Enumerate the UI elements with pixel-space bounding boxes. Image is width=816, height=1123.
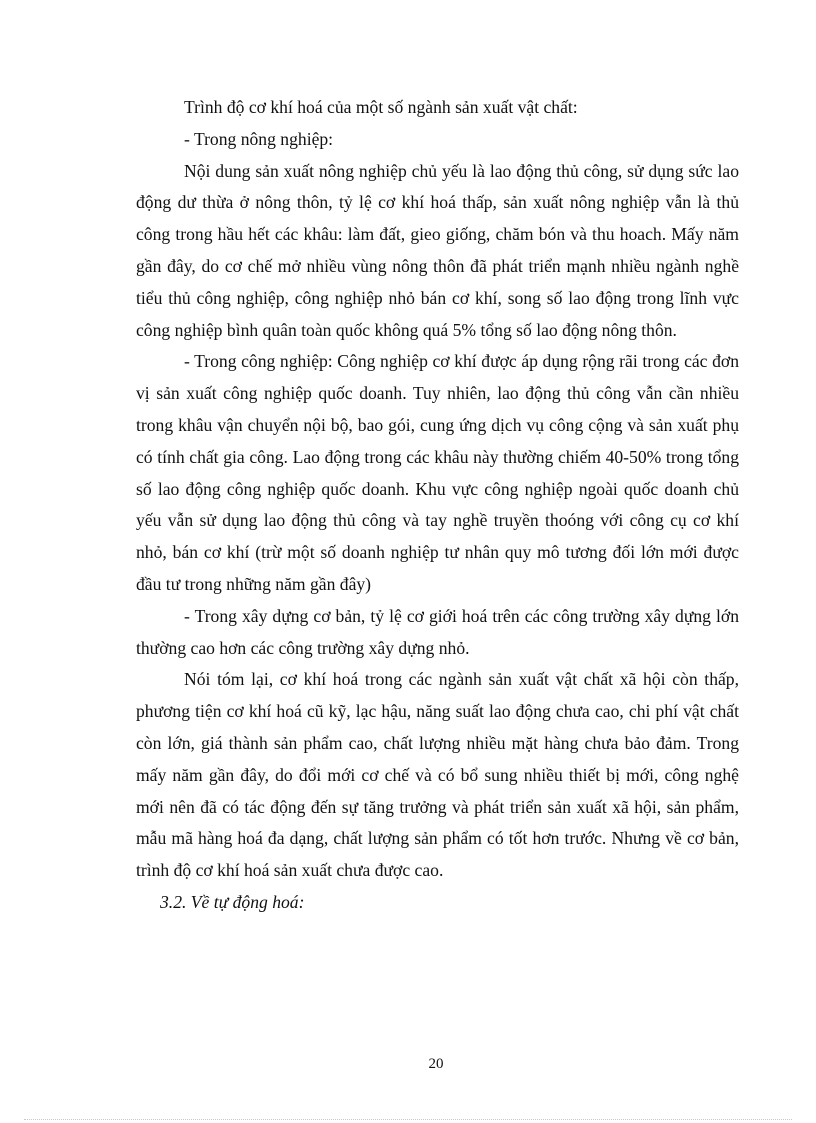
paragraph-agriculture: Nội dung sản xuất nông nghiệp chủ yếu là lao động thủ công, sử dụng sức lao động dư thừa ở nông thôn, tỷ lệ cơ khí hoá thấp, sản xuất nông nghiệp vẫn là thủ công trong hầu hết các khâu: làm đất, gieo giống, chăm bón và thu hoach. Mấy năm gần đây, do cơ chế mở nhiều vùng nông thôn đã phát triển mạnh nhiều ngành nghề tiểu thủ công nghiệp, công nghiệp nhỏ bán cơ khí, song số lao động trong lĩnh vực công nghiệp bình quân toàn quốc không quá 5% tổng số lao động nông thôn.: [136, 160, 739, 340]
page-number: 20: [428, 1056, 444, 1072]
paragraph-agriculture-heading: - Trong nông nghiệp:: [184, 128, 334, 149]
page-bottom-divider: [24, 1119, 792, 1120]
paragraph-construction: - Trong xây dựng cơ bản, tỷ lệ cơ giới hoá trên các công trường xây dựng lớn thường cao hơn các công trường xây dựng nhỏ.: [136, 605, 739, 658]
section-heading: 3.2. Về tự động hoá:: [160, 891, 305, 912]
paragraph-summary: Nói tóm lại, cơ khí hoá trong các ngành sản xuất vật chất xã hội còn thấp, phương tiện cơ khí hoá cũ kỹ, lạc hậu, năng suất lao động chưa cao, chi phí vật chất còn lớn, giá thành sản phẩm cao, chất lượng nhiều mặt hàng chưa bảo đảm. Trong mấy năm gần đây, do đổi mới cơ chế và có bổ sung nhiều thiết bị mới, công nghệ mới nên đã có tác động đến sự tăng trưởng và phát triển sản xuất xã hội, sản phẩm, mẫu mã hàng hoá đa dạng, chất lượng sản phẩm có tốt hơn trước. Nhưng về cơ bản, trình độ cơ khí hoá sản xuất chưa được cao.: [136, 669, 739, 881]
paragraph-industry: - Trong công nghiệp: Công nghiệp cơ khí được áp dụng rộng rãi trong các đơn vị sản xuất công nghiệp quốc doanh. Tuy nhiên, lao động thủ công vẫn cần nhiều trong khâu vận chuyển nội bộ, bao gói, cung ứng dịch vụ công cộng và sản xuất phụ có tính chất gia công. Lao động trong các khâu này thường chiếm 40-50% trong tổng số lao động công nghiệp quốc doanh. Khu vực công nghiệp ngoài quốc doanh chủ yếu vẫn sử dụng lao động thủ công và tay nghề truyền thoóng với công cụ cơ khí nhỏ, bán cơ khí (trừ một số doanh nghiệp tư nhân quy mô tương đối lớn mới được đầu tư trong những năm gần đây): [136, 351, 739, 594]
page-body: [136, 92, 739, 919]
paragraph-intro: Trình độ cơ khí hoá của một số ngành sản xuất vật chất:: [184, 97, 578, 117]
